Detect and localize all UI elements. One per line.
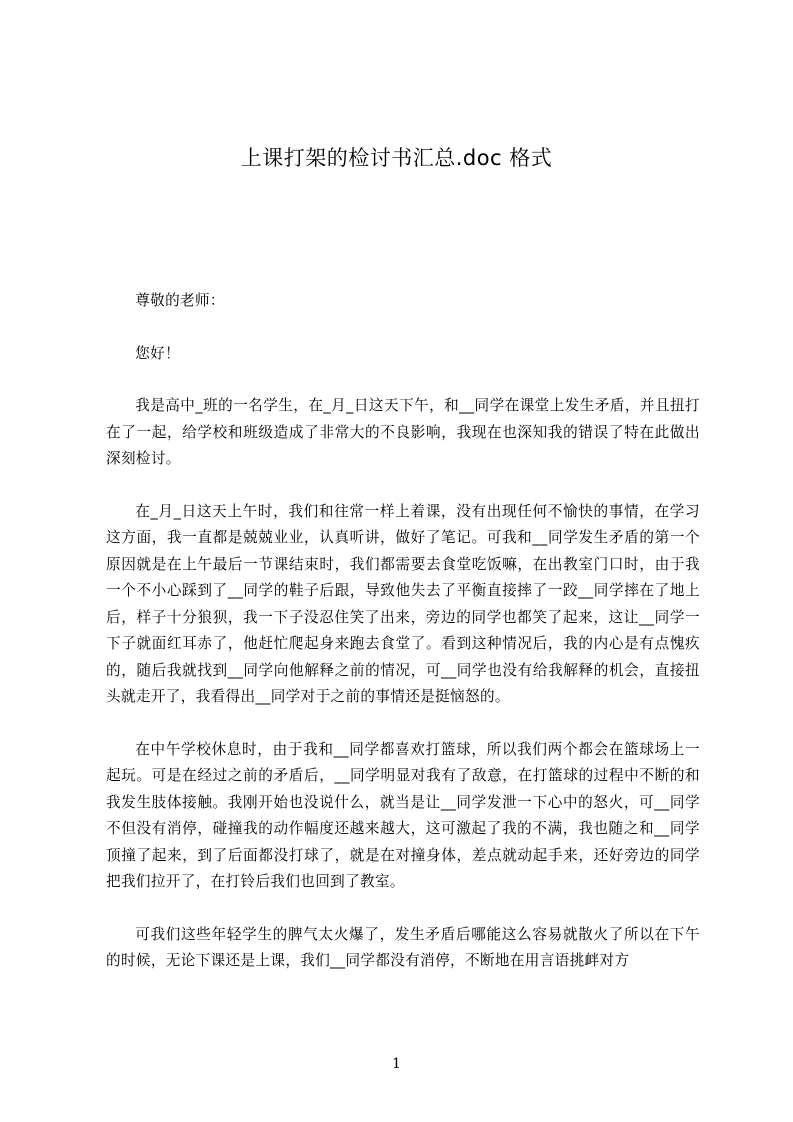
hello-line: 您好！ — [135, 344, 181, 362]
page-number: 1 — [392, 1056, 401, 1072]
document-body — [106, 288, 700, 1001]
paragraph-3: 在中午学校休息时，由于我和__同学都喜欢打篮球，所以我们两个都会在篮球场上一起玩。可是在经过之前的矛盾后，__同学明显对我有了敌意，在打篮球的过程中不断的和我发生肢体接触。我刚开始也没说什么，就当是让__同学发泄一下心中的怒火，可__同学不但没有消停，碰撞我的动作幅度还越来越大，这可激起了我的不满，我也随之和__同学顶撞了起来，到了后面都没打球了，就是在对撞身体，差点就动起手来，还好旁边的同学把我们拉开了，在打铃后我们也回到了教室。 — [106, 740, 700, 890]
document-title: 上课打架的检讨书汇总.doc 格式 — [240, 146, 553, 170]
paragraph-1: 我是高中_班的一名学生，在_月_日这天下午，和__同学在课堂上发生矛盾，并且扭打在了一起，给学校和班级造成了非常大的不良影响，我现在也深知我的错误了特在此做出深刻检讨。 — [106, 397, 700, 467]
greeting-line: 尊敬的老师： — [135, 292, 225, 309]
paragraph-4: 可我们这些年轻学生的脾气太火爆了，发生矛盾后哪能这么容易就散火了所以在下午的时候，无论下课还是上课，我们__同学都没有消停，不断地在用言语挑衅对方 — [106, 925, 700, 969]
paragraph-2: 在_月_日这天上午时，我们和往常一样上着课，没有出现任何不愉快的事情，在学习这方面，我一直都是兢兢业业，认真听讲，做好了笔记。可我和__同学发生矛盾的第一个原因就是在上午最后一节课结束时，我们都需要去食堂吃饭嘛，在出教室门口时，由于我一个不小心踩到了__同学的鞋子后跟，导致他失去了平衡直接摔了一跤__同学摔在了地上后，样子十分狼狈，我一下子没忍住笑了出来，旁边的同学也都笑了起来，这让__同学一下子就面红耳赤了，他赶忙爬起身来跑去食堂了。看到这种情况后，我的内心是有点愧疚的，随后我就找到__同学向他解释之前的情况，可__同学也没有给我解释的机会，直接扭头就走开了，我看得出__同学对于之前的事情还是挺恼怒的。 — [106, 502, 700, 705]
